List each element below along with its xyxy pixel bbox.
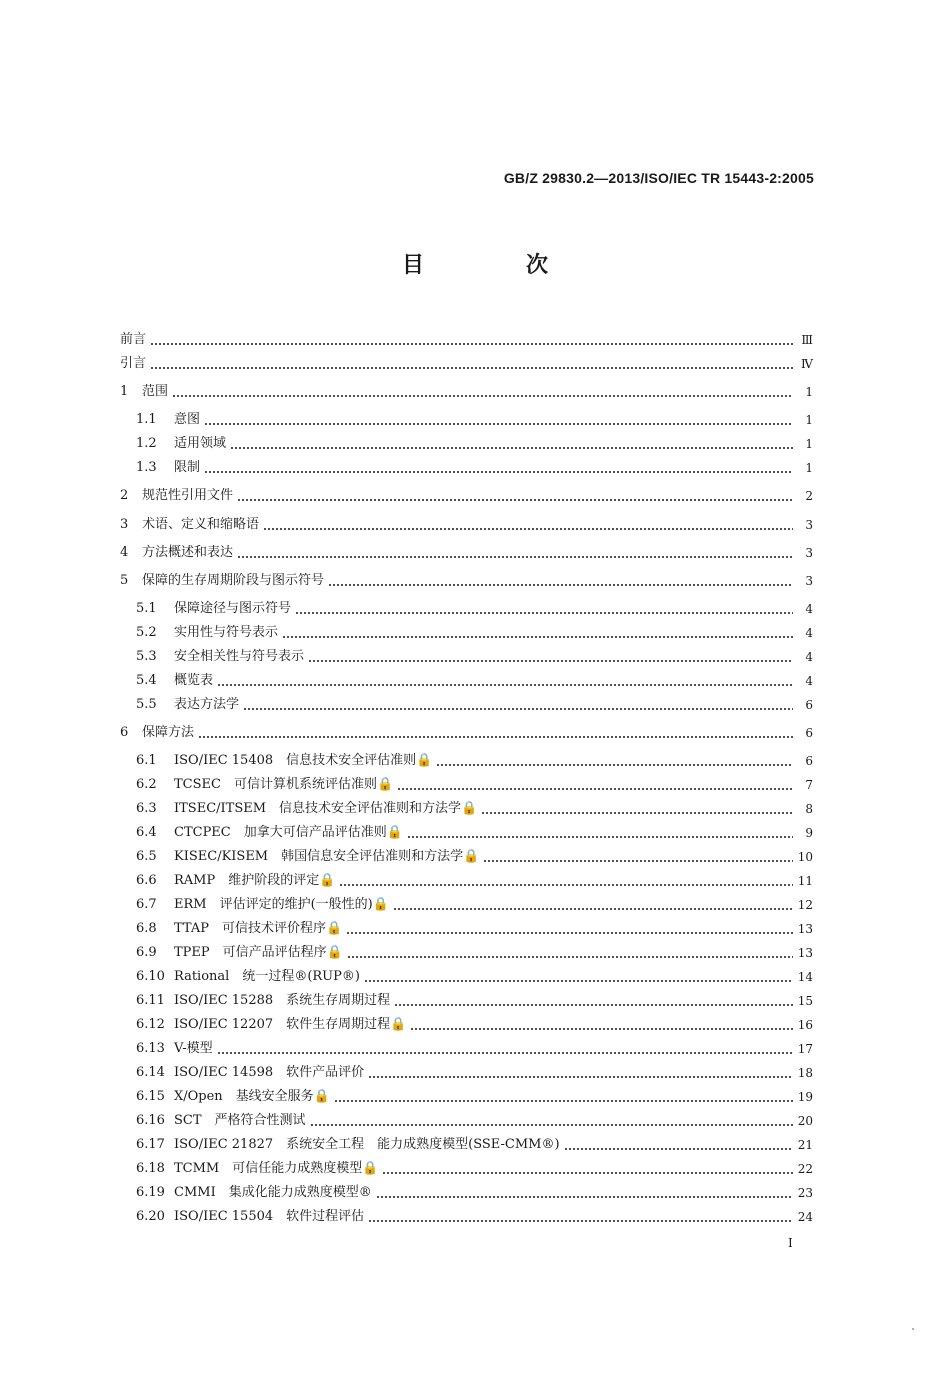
toc-entry-title: 适用领域 <box>174 436 227 451</box>
toc-entry[interactable] <box>0 822 950 844</box>
toc-entry-page: 1 <box>805 385 813 399</box>
toc-entry-number: 5.4 <box>136 673 157 688</box>
toc-entry-number: 6.20 <box>136 1209 165 1224</box>
toc-entry-page: 2 <box>805 489 813 503</box>
toc-entry-title: 实用性与符号表示 <box>174 625 279 640</box>
toc-entry-number: 6.9 <box>136 945 157 960</box>
toc-entry-page: 6 <box>805 698 813 712</box>
toc-leader-dots <box>339 870 793 892</box>
toc-leader-dots <box>204 409 793 431</box>
toc-leader-dots <box>217 670 793 692</box>
toc-entry-page: 12 <box>797 898 813 912</box>
toc-entry[interactable] <box>0 570 950 592</box>
toc-entry-number: 6.13 <box>136 1041 165 1056</box>
toc-entry-page: 7 <box>805 778 813 792</box>
toc-entry-title: ISO/IEC 14598 软件产品评价 <box>174 1065 365 1080</box>
toc-entry-title: ISO/IEC 12207 软件生存周期过程🔒 <box>174 1017 407 1032</box>
toc-leader-dots <box>368 1206 793 1228</box>
toc-leader-dots <box>237 485 793 507</box>
toc-entry[interactable] <box>0 433 950 455</box>
page-number: I <box>788 1236 793 1250</box>
toc-entry-page: 13 <box>797 946 813 960</box>
toc-leader-dots <box>230 433 793 455</box>
toc-entry[interactable] <box>0 1110 950 1132</box>
toc-entry-number: 1.2 <box>136 436 157 451</box>
toc-leader-dots <box>397 774 793 796</box>
toc-entry-number: 2 <box>120 488 129 503</box>
scan-speck <box>912 1328 914 1330</box>
toc-entry-page: 21 <box>797 1138 813 1152</box>
toc-entry-page: 9 <box>805 826 813 840</box>
toc-entry-number: 6.17 <box>136 1137 165 1152</box>
toc-entry-number: 6.14 <box>136 1065 165 1080</box>
toc-entry-page: 23 <box>797 1186 813 1200</box>
toc-entry-page: 6 <box>805 726 813 740</box>
toc-entry-page: 3 <box>805 546 813 560</box>
toc-entry-title: 保障的生存周期阶段与图示符号 <box>142 573 325 588</box>
toc-leader-dots <box>394 990 793 1012</box>
toc-entry-number: 6.5 <box>136 849 157 864</box>
toc-entry-page: 1 <box>805 413 813 427</box>
toc-entry-page: 24 <box>797 1210 813 1224</box>
toc-entry-title: 表达方法学 <box>174 697 240 712</box>
toc-entry[interactable] <box>0 1062 950 1084</box>
toc-entry[interactable] <box>0 1158 950 1180</box>
toc-entry-title: TCSEC 可信计算机系统评估准则🔒 <box>174 777 394 792</box>
toc-entry-title: X/Open 基线安全服务🔒 <box>174 1089 330 1104</box>
page-title: 目 次 <box>401 252 588 278</box>
toc-leader-dots <box>483 846 793 868</box>
toc-entry-page: 20 <box>797 1114 813 1128</box>
toc-entry-page: 3 <box>805 518 813 532</box>
toc-leader-dots <box>436 750 793 772</box>
toc-entry[interactable] <box>0 670 950 692</box>
toc-entry[interactable] <box>0 485 950 507</box>
toc-leader-dots <box>328 570 793 592</box>
toc-entry[interactable] <box>0 1206 950 1228</box>
toc-entry[interactable] <box>0 750 950 772</box>
toc-entry-number: 6.4 <box>136 825 157 840</box>
toc-entry-title: CMMI 集成化能力成熟度模型® <box>174 1185 372 1200</box>
toc-entry-title: 前言 <box>120 332 147 347</box>
toc-entry-title: TPEP 可信产品评估程序🔒 <box>174 945 343 960</box>
toc-entry[interactable] <box>0 694 950 716</box>
toc-entry[interactable] <box>0 514 950 536</box>
toc-entry-title: 概览表 <box>174 673 214 688</box>
toc-leader-dots <box>243 694 793 716</box>
toc-leader-dots <box>334 1086 793 1108</box>
toc-entry-page: Ⅲ <box>801 333 813 347</box>
toc-entry-number: 6.16 <box>136 1113 165 1128</box>
toc-entry-title: RAMP 维护阶段的评定🔒 <box>174 873 336 888</box>
toc-entry[interactable] <box>0 774 950 796</box>
toc-leader-dots <box>295 598 793 620</box>
toc-entry-number: 3 <box>120 517 129 532</box>
toc-entry[interactable] <box>0 1014 950 1036</box>
toc-entry[interactable] <box>0 1134 950 1156</box>
toc-entry-title: 方法概述和表达 <box>142 545 234 560</box>
toc-entry-number: 6.1 <box>136 753 157 768</box>
toc-leader-dots <box>150 329 793 351</box>
toc-leader-dots <box>410 1014 793 1036</box>
toc-entry-number: 6.11 <box>136 993 165 1008</box>
toc-leader-dots <box>310 1110 793 1132</box>
toc-entry-number: 6.8 <box>136 921 157 936</box>
toc-entry-page: 18 <box>797 1066 813 1080</box>
toc-entry-page: 4 <box>805 650 813 664</box>
toc-entry-page: Ⅳ <box>801 357 813 371</box>
toc-entry-title: 保障方法 <box>142 725 195 740</box>
toc-entry-title: 引言 <box>120 356 147 371</box>
toc-entry[interactable] <box>0 1086 950 1108</box>
toc-entry-page: 6 <box>805 754 813 768</box>
toc-entry-number: 5.5 <box>136 697 157 712</box>
toc-leader-dots <box>237 542 793 564</box>
toc-entry-title: ITSEC/ITSEM 信息技术安全评估准则和方法学🔒 <box>174 801 478 816</box>
toc-entry-title: CTCPEC 加拿大可信产品评估准则🔒 <box>174 825 403 840</box>
toc-entry-title: 保障途径与图示符号 <box>174 601 292 616</box>
toc-entry[interactable] <box>0 870 950 892</box>
toc-entry[interactable] <box>0 966 950 988</box>
toc-entry[interactable] <box>0 918 950 940</box>
toc-entry-title: 意图 <box>174 412 201 427</box>
toc-entry-page: 3 <box>805 574 813 588</box>
toc-leader-dots <box>346 918 793 940</box>
toc-leader-dots <box>172 381 793 403</box>
toc-leader-dots <box>481 798 793 820</box>
toc-entry-number: 6.6 <box>136 873 157 888</box>
toc-entry[interactable] <box>0 329 950 351</box>
toc-entry-title: 安全相关性与符号表示 <box>174 649 305 664</box>
toc-entry-title: TTAP 可信技术评价程序🔒 <box>174 921 343 936</box>
toc-entry[interactable] <box>0 1038 950 1060</box>
toc-entry-title: SCT 严格符合性测试 <box>174 1113 306 1128</box>
toc-entry-page: 15 <box>797 994 813 1008</box>
toc-entry[interactable] <box>0 990 950 1012</box>
toc-entry[interactable] <box>0 381 950 403</box>
toc-entry-title: ISO/IEC 21827 系统安全工程 能力成熟度模型(SSE-CMM®) <box>174 1137 560 1152</box>
toc-entry-title: 术语、定义和缩略语 <box>142 517 260 532</box>
toc-leader-dots <box>564 1134 793 1156</box>
toc-entry-page: 22 <box>797 1162 813 1176</box>
toc-leader-dots <box>198 722 793 744</box>
toc-entry-number: 6.10 <box>136 969 165 984</box>
toc-entry-page: 4 <box>805 602 813 616</box>
toc-entry-title: 范围 <box>142 384 169 399</box>
toc-entry-page: 17 <box>797 1042 813 1056</box>
toc-entry-title: ISO/IEC 15504 软件过程评估 <box>174 1209 365 1224</box>
toc-entry-number: 5.2 <box>136 625 157 640</box>
toc-entry[interactable] <box>0 457 950 479</box>
toc-leader-dots <box>376 1182 793 1204</box>
toc-leader-dots <box>382 1158 793 1180</box>
toc-entry-page: 1 <box>805 461 813 475</box>
toc-leader-dots <box>217 1038 793 1060</box>
toc-entry-page: 4 <box>805 626 813 640</box>
toc-entry-number: 6.18 <box>136 1161 165 1176</box>
toc-entry-number: 5 <box>120 573 129 588</box>
toc-leader-dots <box>347 942 793 964</box>
toc-entry-number: 6 <box>120 725 129 740</box>
toc-entry[interactable] <box>0 409 950 431</box>
toc-entry-page: 8 <box>805 802 813 816</box>
toc-entry-number: 6.15 <box>136 1089 165 1104</box>
toc-entry[interactable] <box>0 846 950 868</box>
toc-leader-dots <box>364 966 793 988</box>
toc-entry-title: 限制 <box>174 460 201 475</box>
toc-entry-title: ISO/IEC 15408 信息技术安全评估准则🔒 <box>174 753 433 768</box>
toc-entry-page: 4 <box>805 674 813 688</box>
toc-entry-page: 11 <box>797 874 813 888</box>
toc-entry-number: 5.3 <box>136 649 157 664</box>
toc-entry-number: 6.2 <box>136 777 157 792</box>
toc-entry[interactable] <box>0 1182 950 1204</box>
toc-entry-page: 16 <box>797 1018 813 1032</box>
toc-entry-number: 6.12 <box>136 1017 165 1032</box>
toc-entry[interactable] <box>0 942 950 964</box>
toc-entry-page: 10 <box>797 850 813 864</box>
toc-entry-number: 1.1 <box>136 412 157 427</box>
toc-entry[interactable] <box>0 894 950 916</box>
toc-leader-dots <box>407 822 793 844</box>
toc-entry[interactable] <box>0 542 950 564</box>
toc-entry-title: TCMM 可信任能力成熟度模型🔒 <box>174 1161 379 1176</box>
toc-entry-title: ISO/IEC 15288 系统生存周期过程 <box>174 993 391 1008</box>
toc-entry-number: 4 <box>120 545 129 560</box>
toc-leader-dots <box>308 646 793 668</box>
toc-entry-number: 6.3 <box>136 801 157 816</box>
toc-entry[interactable] <box>0 353 950 375</box>
toc-entry[interactable] <box>0 646 950 668</box>
toc-entry[interactable] <box>0 622 950 644</box>
toc-entry[interactable] <box>0 722 950 744</box>
toc-entry-title: KISEC/KISEM 韩国信息安全评估准则和方法学🔒 <box>174 849 480 864</box>
toc-entry-number: 5.1 <box>136 601 157 616</box>
toc-entry[interactable] <box>0 598 950 620</box>
toc-entry-title: ERM 评估评定的维护(一般性的)🔒 <box>174 897 389 912</box>
toc-entry-number: 1.3 <box>136 460 157 475</box>
toc-leader-dots <box>282 622 793 644</box>
toc-entry-number: 1 <box>120 384 129 399</box>
toc-entry-page: 14 <box>797 970 813 984</box>
toc-leader-dots <box>263 514 793 536</box>
toc-entry-number: 6.19 <box>136 1185 165 1200</box>
toc-entry-number: 6.7 <box>136 897 157 912</box>
toc-entry-title: V-模型 <box>174 1041 213 1056</box>
toc-leader-dots <box>204 457 793 479</box>
toc-entry[interactable] <box>0 798 950 820</box>
toc-entry-page: 1 <box>805 437 813 451</box>
toc-entry-title: 规范性引用文件 <box>142 488 234 503</box>
standard-id-header: GB/Z 29830.2—2013/ISO/IEC TR 15443-2:2005 <box>503 170 814 186</box>
toc-entry-page: 19 <box>797 1090 813 1104</box>
toc-leader-dots <box>150 353 793 375</box>
toc-entry-page: 13 <box>797 922 813 936</box>
toc-leader-dots <box>393 894 793 916</box>
toc-leader-dots <box>368 1062 793 1084</box>
toc-entry-title: Rational 统一过程®(RUP®) <box>174 969 360 984</box>
